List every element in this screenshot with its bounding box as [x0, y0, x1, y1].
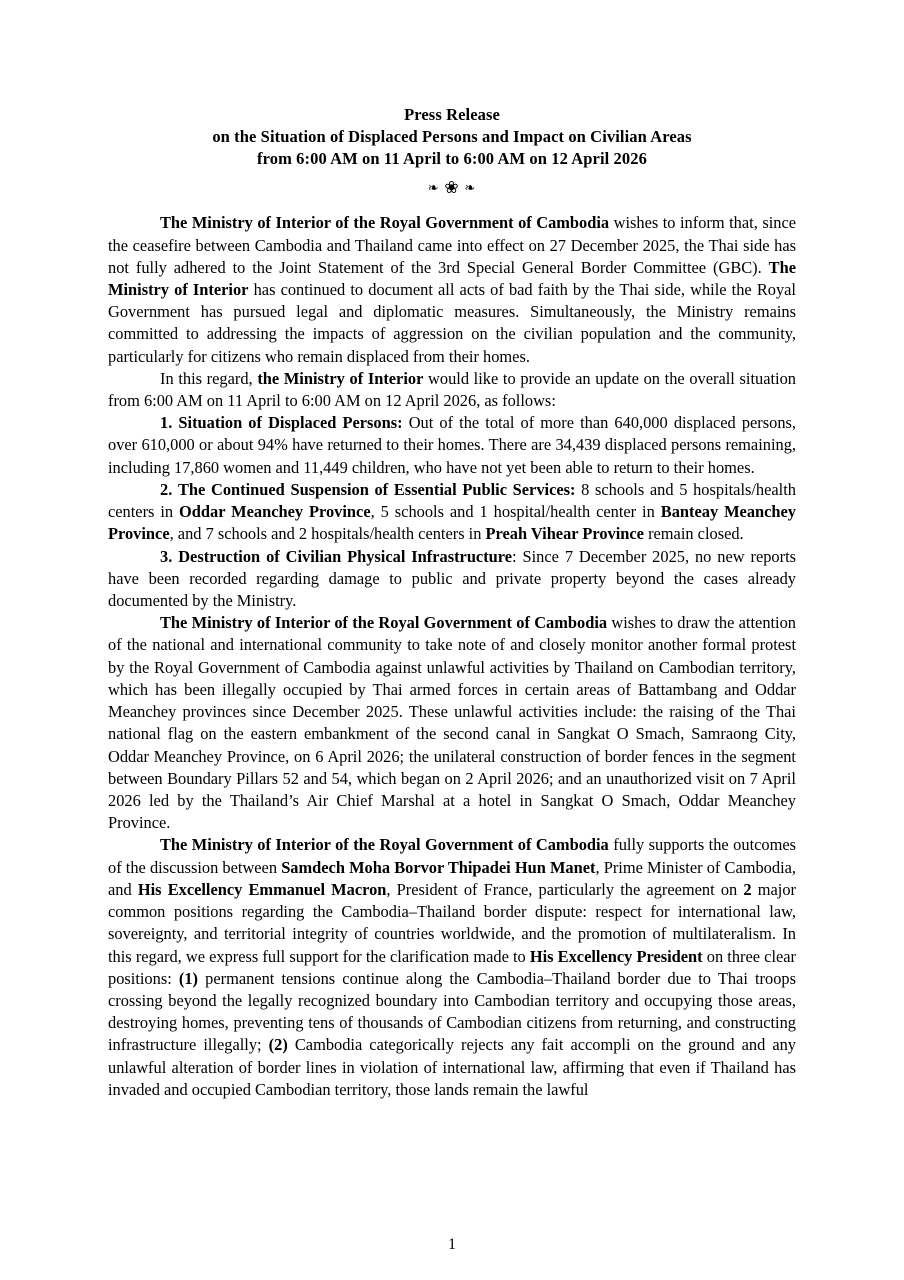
- title-line-3: from 6:00 AM on 11 April to 6:00 AM on 12 April 2026: [257, 148, 647, 168]
- ornament-divider: [108, 179, 796, 196]
- paragraph-support-text-g: Cambodia categorically rejects any fait accompli on the ground and any unlawful alteration of border lines in violation of international law, affirming that even if Thailand has invaded and occupied Cambodian territory, those lands remain the lawful: [108, 1035, 796, 1099]
- paragraph-update-bold-a: the Ministry of Interior: [257, 368, 424, 388]
- paragraph-support-text-d: major common positions regarding the Cambodia–Thailand border dispute: respect for international law, sovereignty, and territorial integrity of countries worldwide, and the promotion of multilateralism. In this regard, we express full support for the clarification made to: [108, 879, 796, 966]
- paragraph-update-text-a: In this regard,: [160, 368, 258, 388]
- swirl-right-icon: ❧: [464, 180, 477, 196]
- list-item-2-text-d: remain closed.: [643, 524, 744, 544]
- list-item-3-heading: Destruction of Civilian Physical Infrastructure: [178, 546, 513, 566]
- paragraph-update-text-b: would like to provide an update on the overall situation from 6:00 AM on 11 April to 6:00 AM on 12 April 2026, as follows:: [108, 368, 796, 411]
- list-item-3-text: : Since 7 December 2025, no new reports have been recorded regarding damage to public and private property beyond the cases already documented by the Ministry.: [108, 546, 797, 611]
- paragraph-support-text-c: , President of France, particularly the agreement on: [386, 879, 744, 899]
- list-item-2: [108, 479, 796, 546]
- paragraph-intro-text-b: has continued to document all acts of bad faith by the Thai side, while the Royal Government has pursued legal and diplomatic measures. Simultaneously, the Ministry remains committed to addressing the impacts of aggression on the civilian population and the community, particularly for citizens who remain displaced from their homes.: [108, 279, 796, 366]
- paragraph-protest-text: wishes to draw the attention of the national and international community to take note of and closely monitor another formal protest by the Royal Government of Cambodia against unlawful activities by Thailand on Cambodian territory, which has been illegally occupied by Thai armed forces in certain areas of Battambang and Oddar Meanchey provinces since December 2025. These unlawful activities include: the raising of the Thai national flag on the eastern embankment of the second canal in Sangkat O Smach, Samraong City, Oddar Meanchey Province, on 6 April 2026; the unilateral construction of border fences in the segment between Boundary Pillars 52 and 54, which began on 2 April 2026; and an unauthorized visit on 7 April 2026 led by the Thailand’s Air Chief Marshal at a hotel in Sangkat O Smach, Oddar Meanchey Province.: [108, 613, 797, 833]
- list-item-2-text-a: 8 schools and 5 hospitals/health centers in: [108, 479, 796, 522]
- paragraph-support-bold-b: His Excellency Emmanuel Macron: [137, 879, 387, 899]
- list-item-2-bold-a: Oddar Meanchey Province: [179, 502, 371, 522]
- paragraph-support-bold-c: 2: [743, 879, 752, 899]
- paragraph-support: [108, 834, 796, 1101]
- list-item-1-text: Out of the total of more than 640,000 displaced persons, over 610,000 or about 94% have returned to their homes. There are 34,439 displaced persons remaining, including 17,860 women and 11,449 children, who have not yet been able to return to their homes.: [108, 413, 796, 477]
- page-number: 1: [448, 1236, 456, 1253]
- paragraph-intro-lead: The Ministry of Interior of the Royal Government of Cambodia: [160, 213, 610, 233]
- flower-icon: ❀: [444, 178, 460, 198]
- list-item-2-text-b: , 5 schools and 1 hospital/health center in: [370, 502, 661, 522]
- paragraph-protest: [108, 612, 796, 834]
- paragraph-support-text-b: , Prime Minister of Cambodia, and: [108, 857, 796, 899]
- list-item-1: [108, 412, 796, 479]
- paragraph-support-bold-a: Samdech Moha Borvor Thipadei Hun Manet: [281, 857, 596, 877]
- paragraph-intro-text-a: wishes to inform that, since the ceasefire between Cambodia and Thailand came into effect on 27 December 2025, the Thai side has not fully adhered to the Joint Statement of the 3rd Special General Border Committee (GBC).: [108, 213, 796, 277]
- paragraph-intro-bold-b: The Ministry of Interior: [108, 257, 796, 299]
- paragraph-protest-lead: The Ministry of Interior of the Royal Government of Cambodia: [160, 613, 608, 633]
- list-item-3: [108, 546, 796, 613]
- list-item-1-heading: Situation of Displaced Persons:: [178, 413, 403, 433]
- paragraph-intro: [108, 212, 796, 368]
- paragraph-support-bold-d: His Excellency President: [529, 946, 703, 966]
- title-line-2: on the Situation of Displaced Persons and Impact on Civilian Areas: [212, 126, 692, 146]
- paragraph-support-text-f: permanent tensions continue along the Cambodia–Thailand border due to Thai troops crossing beyond the legally recognized boundary into Cambodian territory and occupying those areas, destroying homes, preventing tens of thousands of Cambodian citizens from returning, and constructing infrastructure illegally;: [108, 968, 796, 1055]
- list-item-2-text-c: , and 7 schools and 2 hospitals/health centers in: [169, 524, 486, 544]
- document-title: [108, 104, 796, 169]
- list-item-2-heading: The Continued Suspension of Essential Public Services:: [177, 479, 576, 499]
- list-item-2-bold-c: Preah Vihear Province: [485, 524, 644, 544]
- list-item-3-number: 3.: [160, 546, 173, 566]
- paragraph-update-note: [108, 368, 796, 412]
- paragraph-support-bold-f: (2): [268, 1035, 288, 1055]
- title-line-1: Press Release: [404, 105, 500, 124]
- swirl-left-icon: ❧: [427, 180, 440, 196]
- paragraph-support-bold-e: (1): [178, 968, 199, 988]
- paragraph-support-text-a: fully supports the outcomes of the discussion between: [108, 835, 797, 877]
- list-item-2-bold-b: Banteay Meanchey Province: [108, 502, 796, 544]
- list-item-2-number: 2.: [160, 479, 173, 499]
- paragraph-support-lead: The Ministry of Interior of the Royal Government of Cambodia: [160, 835, 609, 855]
- list-item-1-number: 1.: [160, 413, 173, 433]
- paragraph-support-text-e: on three clear positions:: [108, 946, 797, 988]
